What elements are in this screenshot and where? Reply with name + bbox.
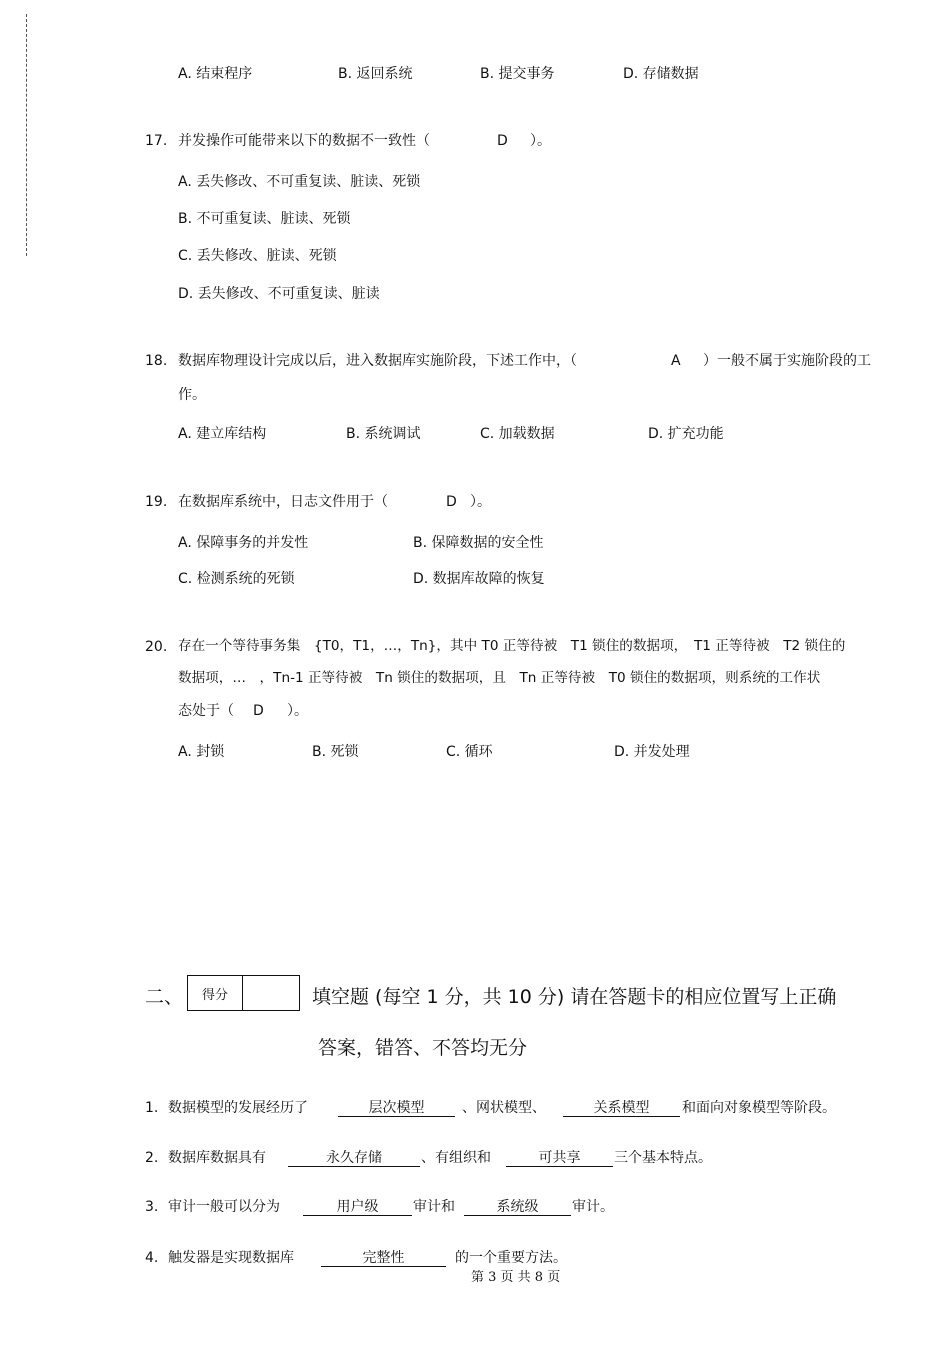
q17-option-b: B. 不可重复读、脏读、死锁 <box>178 211 351 227</box>
q19-option-d: D. 数据库故障的恢复 <box>413 571 545 587</box>
fill3-pre: 审计一般可以分为 <box>168 1199 280 1215</box>
q18-answer: A <box>671 353 681 369</box>
fill4-blank1: 完整性 <box>321 1251 446 1267</box>
q18-stem: 数据库物理设计完成以后，进入数据库实施阶段，下述工作中，（ <box>178 353 577 369</box>
q19-close: ）。 <box>470 494 491 510</box>
q17-stem: 并发操作可能带来以下的数据不一致性（ <box>178 133 430 149</box>
q20-option-d: D. 并发处理 <box>614 744 690 760</box>
q20-answer: D <box>253 703 264 719</box>
q18-number: 18. <box>145 353 168 369</box>
section2-title-line2: 答案，错答、不答均无分 <box>318 1037 528 1059</box>
q18-option-c: C. 加载数据 <box>480 426 555 442</box>
fill1-blank1: 层次模型 <box>338 1101 455 1117</box>
fill2-pre: 数据库数据具有 <box>168 1150 266 1166</box>
fill4-pre: 触发器是实现数据库 <box>168 1250 294 1266</box>
q16-option-d: D. 存储数据 <box>623 66 699 82</box>
q19-option-c: C. 检测系统的死锁 <box>178 571 295 587</box>
fill1-blank2: 关系模型 <box>563 1101 680 1117</box>
q19-number: 19. <box>145 494 168 510</box>
section2-number: 二、 <box>145 986 184 1008</box>
page-footer: 第 3 页 共 8 页 <box>471 1270 561 1285</box>
fill3-blank1: 用户级 <box>303 1200 412 1216</box>
q16-option-a: A. 结束程序 <box>178 66 253 82</box>
fill3-post: 审计。 <box>572 1199 614 1215</box>
score-box <box>187 975 300 1011</box>
fill3-mid: 审计和 <box>413 1199 455 1215</box>
q20-number: 20. <box>145 639 168 655</box>
fill1-pre: 数据模型的发展经历了 <box>168 1100 308 1116</box>
binding-margin-rule <box>26 14 27 256</box>
section2-title-line1: 填空题 (每空 1 分，共 10 分) 请在答题卡的相应位置写上正确 <box>312 986 837 1008</box>
fill3-blank2: 系统级 <box>464 1200 571 1216</box>
fill2-post: 三个基本特点。 <box>614 1150 712 1166</box>
q19-answer: D <box>446 494 457 510</box>
score-value-cell <box>243 976 299 1010</box>
q17-option-c: C. 丢失修改、脏读、死锁 <box>178 248 337 264</box>
fill2-blank2: 可共享 <box>506 1151 613 1167</box>
fill1-mid: 、网状模型、 <box>462 1100 546 1116</box>
q17-number: 17. <box>145 133 168 149</box>
q18-close: ）一般不属于实施阶段的工 <box>703 353 871 369</box>
fill4-post: 的一个重要方法。 <box>455 1250 567 1266</box>
q20-stem-line2: 数据项，… ，Tn-1 正等待被 Tn 锁住的数据项，且 Tn 正等待被 T0 锁住的数据项，则系统的工作状 <box>178 670 821 686</box>
q18-option-a: A. 建立库结构 <box>178 426 267 442</box>
q20-stem-line1: 存在一个等待事务集 {T0，T1，…，Tn}，其中 T0 正等待被 T1 锁住的数据项， T1 正等待被 T2 锁住的 <box>178 638 846 654</box>
q18-option-d: D. 扩充功能 <box>648 426 724 442</box>
q17-answer: D <box>497 133 508 149</box>
q19-option-b: B. 保障数据的安全性 <box>413 535 544 551</box>
q18-stem-continued: 作。 <box>178 387 206 403</box>
score-label: 得分 <box>188 976 243 1010</box>
q17-close: ）。 <box>530 133 551 149</box>
q20-option-b: B. 死锁 <box>312 744 359 760</box>
q17-option-d: D. 丢失修改、不可重复读、脏读 <box>178 286 380 302</box>
fill2-blank1: 永久存储 <box>288 1151 420 1167</box>
fill1-number: 1. <box>145 1100 159 1116</box>
q20-option-a: A. 封锁 <box>178 744 225 760</box>
fill3-number: 3. <box>145 1199 159 1215</box>
q20-stem-line3: 态处于（ <box>178 703 234 719</box>
q20-close: ）。 <box>287 703 308 719</box>
q19-stem: 在数据库系统中，日志文件用于（ <box>178 494 388 510</box>
q17-option-a: A. 丢失修改、不可重复读、脏读、死锁 <box>178 174 421 190</box>
fill4-number: 4. <box>145 1250 159 1266</box>
fill2-mid: 、有组织和 <box>421 1150 491 1166</box>
fill2-number: 2. <box>145 1150 159 1166</box>
q20-option-c: C. 循环 <box>446 744 493 760</box>
q19-option-a: A. 保障事务的并发性 <box>178 535 309 551</box>
q18-option-b: B. 系统调试 <box>346 426 421 442</box>
q16-option-c: B. 提交事务 <box>480 66 555 82</box>
fill1-post: 和面向对象模型等阶段。 <box>682 1100 836 1116</box>
q16-option-b: B. 返回系统 <box>338 66 413 82</box>
